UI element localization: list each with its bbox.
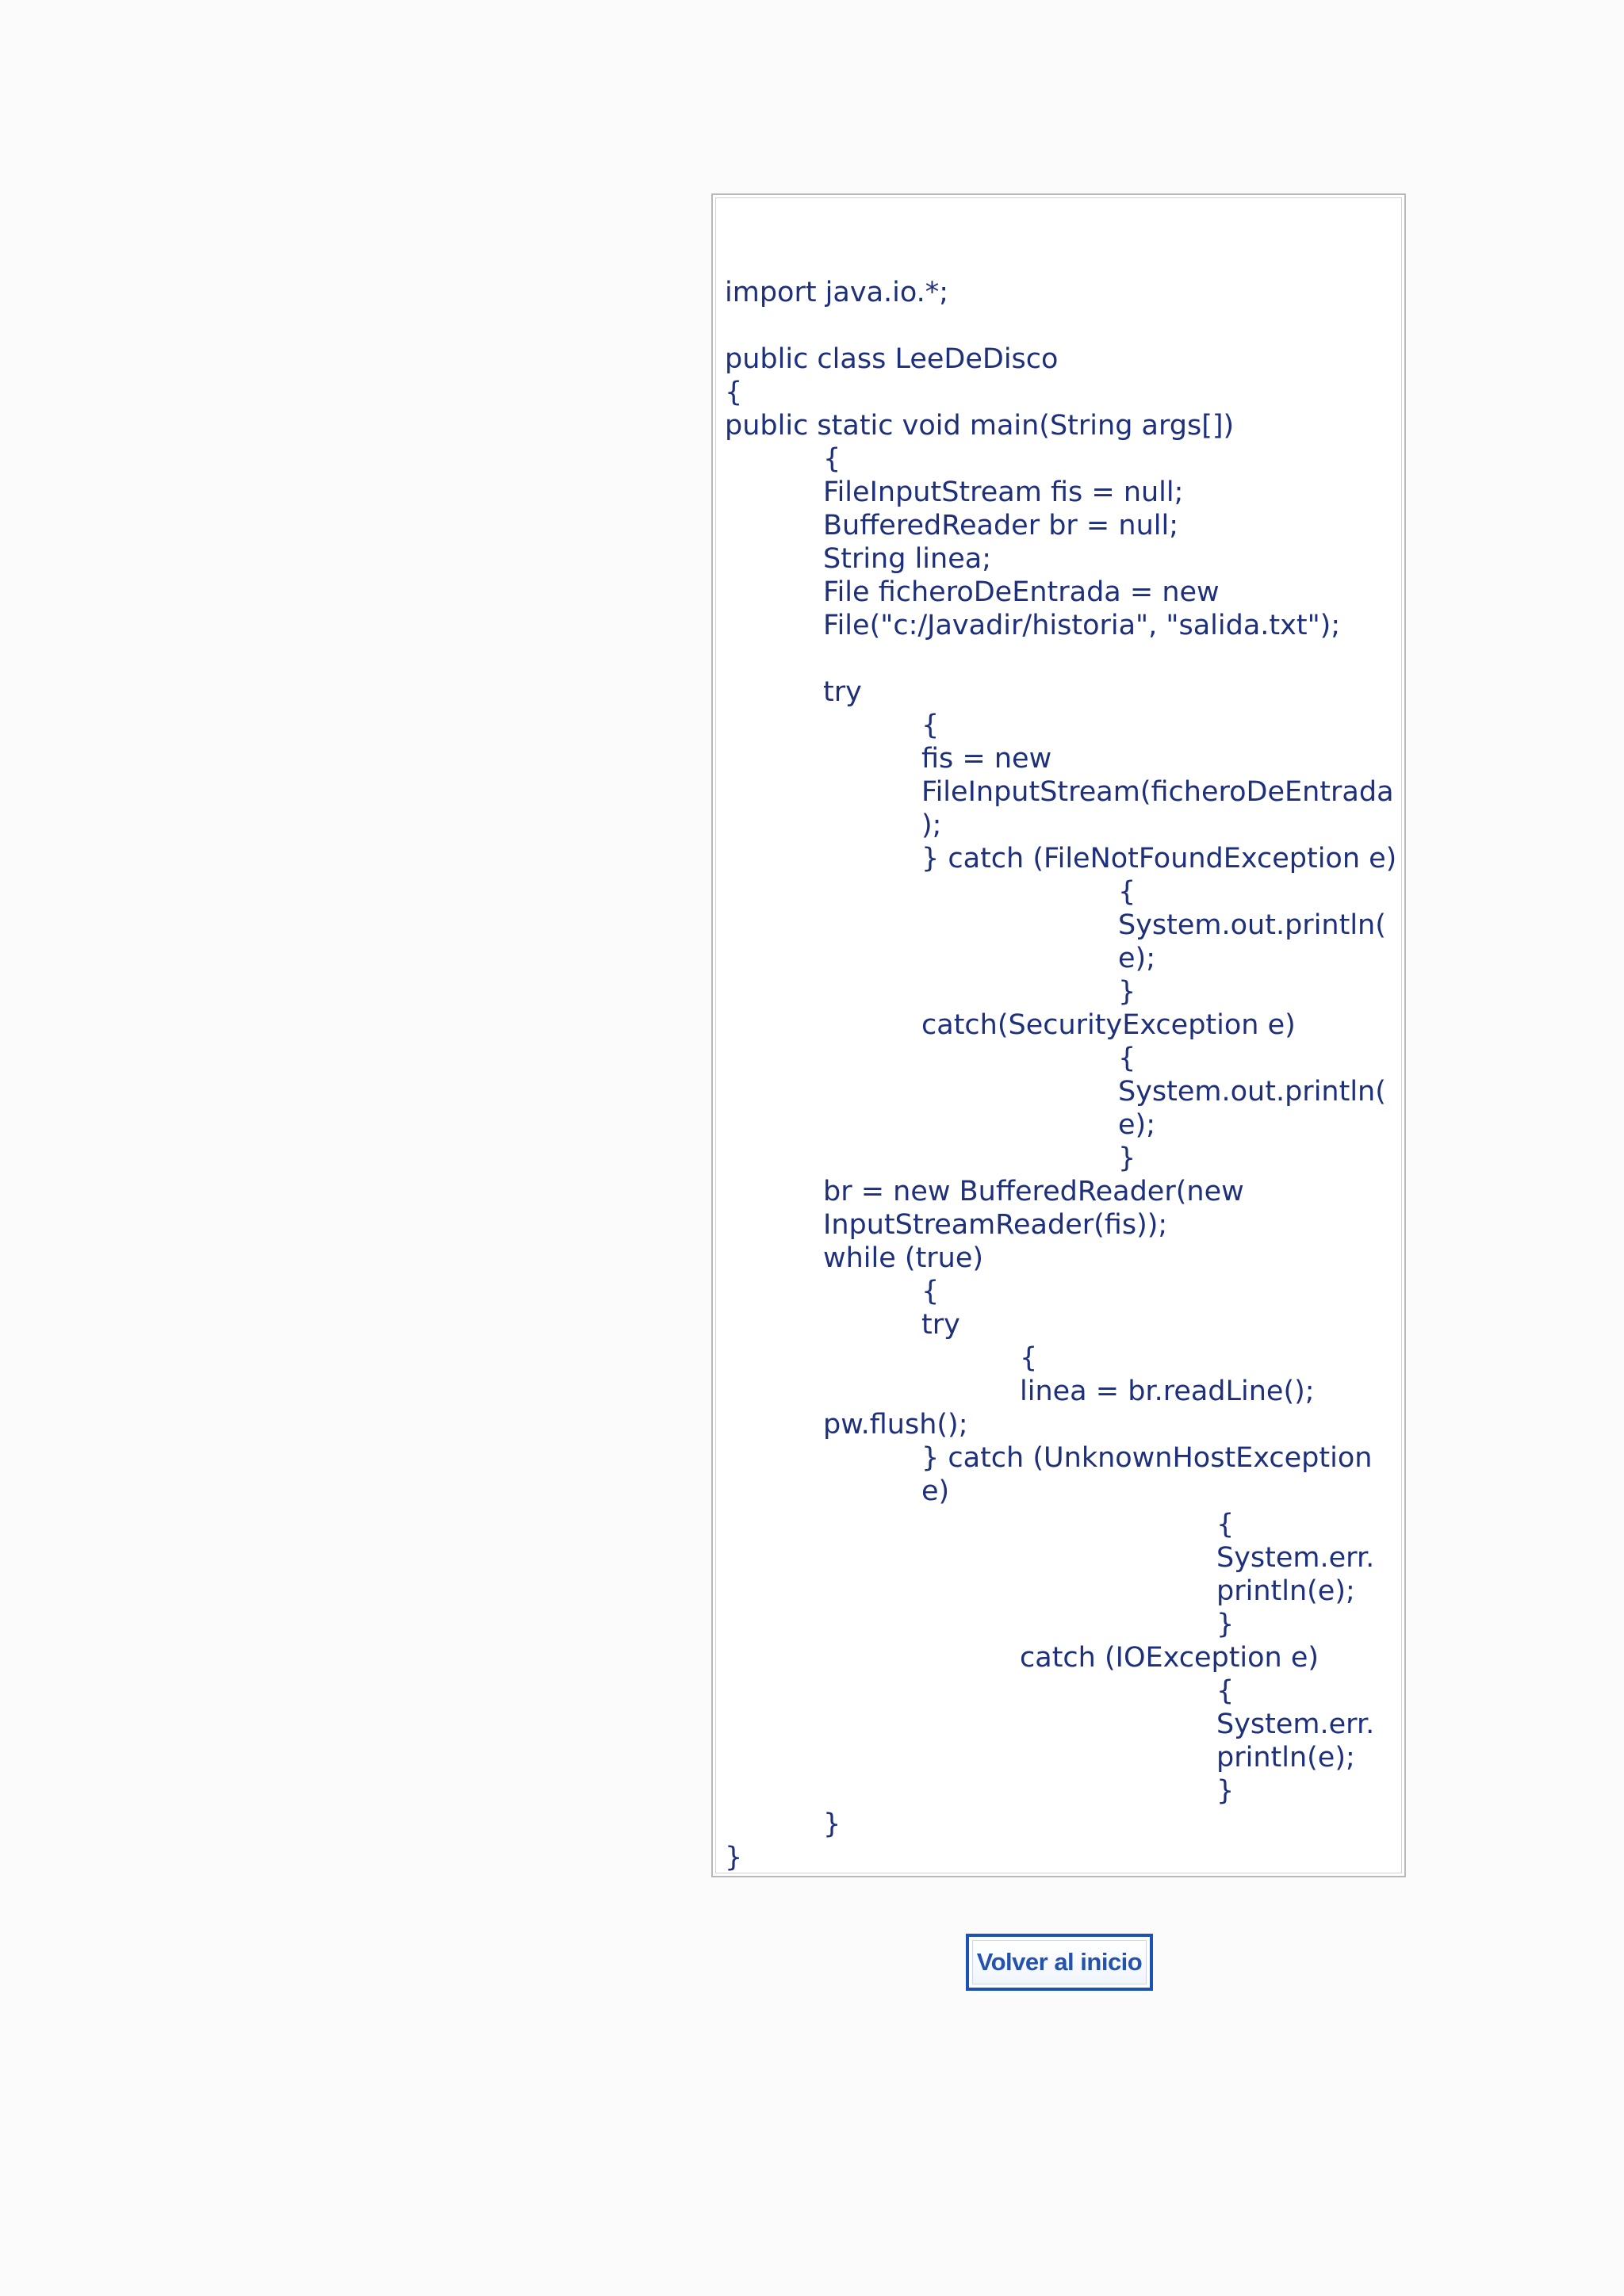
code-line: br = new BufferedReader(new (823, 1176, 1244, 1207)
code-line: e); (1118, 943, 1155, 974)
code-line: fis = new (921, 743, 1052, 775)
code-line: { (1118, 876, 1136, 908)
code-listing (713, 195, 1404, 1876)
code-line: println(e); (1216, 1575, 1355, 1607)
code-line: } (1118, 1142, 1136, 1174)
code-line: System.err. (1216, 1709, 1375, 1740)
code-line: println(e); (1216, 1742, 1355, 1774)
code-line: try (823, 676, 862, 708)
code-line: } (1216, 1609, 1235, 1640)
code-line: FileInputStream fis = null; (823, 476, 1184, 508)
code-line: e) (921, 1475, 950, 1507)
code-line: } (1216, 1775, 1235, 1807)
back-to-start-button-face[interactable] (972, 1940, 1147, 1984)
code-line: { (1216, 1509, 1235, 1540)
code-line: } (1118, 976, 1136, 1008)
code-line: File ficheroDeEntrada = new (823, 576, 1220, 608)
code-line: while (true) (823, 1242, 984, 1274)
code-line: System.out.println( (1118, 1076, 1386, 1108)
code-line: BufferedReader br = null; (823, 510, 1178, 541)
code-line: { (1020, 1342, 1038, 1374)
code-line: { (921, 1276, 940, 1307)
code-line: linea = br.readLine(); (1020, 1376, 1315, 1407)
back-to-start-button[interactable] (966, 1934, 1153, 1991)
code-line: catch(SecurityException e) (921, 1009, 1296, 1041)
code-line: } (823, 1808, 841, 1840)
code-line: System.out.println( (1118, 909, 1386, 941)
code-line: } catch (UnknownHostException (921, 1442, 1373, 1474)
code-listing-box (711, 193, 1406, 1877)
code-line: e); (1118, 1109, 1155, 1141)
code-line: public static void main(String args[]) (725, 410, 1235, 442)
code-line: String linea; (823, 543, 991, 575)
code-line: FileInputStream(ficheroDeEntrada (921, 776, 1394, 808)
code-line: InputStreamReader(fis)); (823, 1209, 1168, 1241)
code-line: System.err. (1216, 1542, 1375, 1574)
code-line: { (1216, 1675, 1235, 1707)
code-line: ); (921, 809, 942, 841)
back-to-start-label: Volver al inicio (976, 1948, 1143, 1976)
code-line: public class LeeDeDisco (725, 343, 1059, 375)
code-line: } catch (FileNotFoundException e) (921, 843, 1397, 874)
code-line: { (921, 710, 940, 741)
code-line: pw.flush(); (823, 1409, 968, 1441)
code-line: { (823, 443, 841, 475)
code-line: } (725, 1842, 743, 1873)
code-line: try (921, 1309, 960, 1341)
code-line: { (725, 377, 743, 408)
code-line: { (1118, 1043, 1136, 1074)
code-line: File("c:/Javadir/historia", "salida.txt"); (823, 610, 1341, 641)
code-line: catch (IOException e) (1020, 1642, 1320, 1674)
code-line: import java.io.*; (725, 277, 949, 308)
